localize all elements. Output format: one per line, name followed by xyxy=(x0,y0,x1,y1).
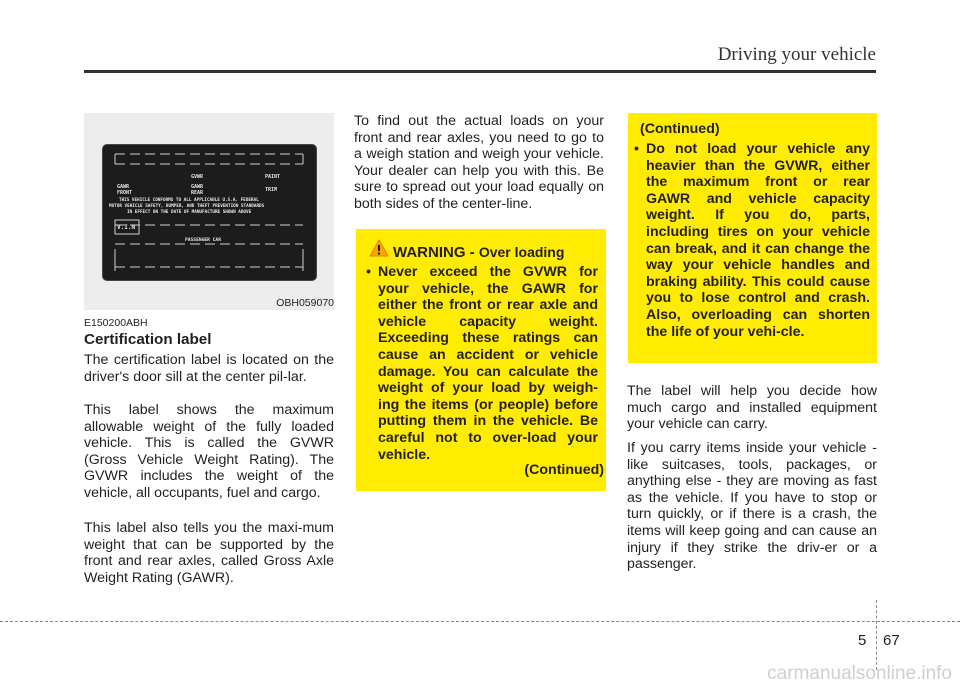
paragraph-weigh-station: To find out the actual loads on your front and rear axles, you need to go to a weigh station and weigh your vehicle. Your dealer can help you with this. Be sure to spread out your load equally on both sides of the center-line. xyxy=(354,113,604,212)
certification-label-image xyxy=(103,145,316,280)
section-code: E150200ABH xyxy=(84,317,148,329)
plate-passenger-car: PASSENGER CAR xyxy=(185,238,221,243)
bullet-dot-icon: • xyxy=(634,141,639,157)
label-plate-graphic xyxy=(103,145,316,280)
plate-conform-1: THIS VEHICLE CONFORMS TO ALL APPLICABLE U.S.A. FEDERAL xyxy=(119,198,259,203)
paragraph-label-help: The label will help you decide how much cargo and installed equipment your vehicle can carry. xyxy=(627,383,877,433)
svg-text:GAWR: GAWR xyxy=(191,184,204,190)
plate-vin: V.I.N xyxy=(117,224,136,231)
warning-bullet-text: Never exceed the GVWR for your vehicle, the GAWR for either the front or rear axle and vehicle capacity weight. Exceeding these ratings can cause an accident or vehicle damage. You can calculate the weight of your load by weigh-ing the items (or people) before putting them in the vehicle. Be careful not to over-load your vehicle. xyxy=(378,264,598,463)
warning-sublabel: Over loading xyxy=(478,244,565,260)
footer-rule xyxy=(0,621,960,622)
plate-gawr-front-label: GAWR xyxy=(117,184,130,190)
continued-heading: (Continued) xyxy=(640,121,720,137)
paragraph-gvwr: This label shows the maximum allowable weight of the fully loaded vehicle. This is called the GVWR (Gross Vehicle Weight Rating). The GVWR includes the weight of the vehicle, all occupants, fuel and cargo. xyxy=(84,402,334,501)
warning-bullet xyxy=(366,264,598,463)
svg-text:FRONT: FRONT xyxy=(117,190,133,196)
header-rule xyxy=(84,70,876,73)
warning-continued: (Continued) xyxy=(524,462,604,478)
warning-icon xyxy=(369,239,389,257)
figure-caption: OBH059070 xyxy=(276,297,334,309)
continued-bullet-text: Do not load your vehicle any heavier than the GVWR, either the maximum front or rear GAWR and vehicle capacity weight. If you do, parts, including tires on your vehicle can break, and it can change the way your vehicle handles and braking ability. This could cause you to lose control and crash. Also, overloading can shorten the life of your vehi-cle. xyxy=(646,141,870,340)
svg-text:REAR: REAR xyxy=(191,190,204,196)
plate-conform-3: IN EFFECT ON THE DATE OF MANUFACTURE SHOWN ABOVE xyxy=(127,210,252,215)
footer-divider xyxy=(876,600,877,670)
plate-gvwr: GVWR xyxy=(191,174,204,180)
plate-conform-2: MOTOR VEHICLE SAFETY, BUMPER, AND THEFT PREVENTION STANDARDS xyxy=(109,204,265,209)
chapter-number: 5 xyxy=(858,632,867,649)
warning-label: WARNING - xyxy=(393,244,479,261)
paragraph-location: The certification label is located on the driver's door sill at the center pil-lar. xyxy=(84,352,334,385)
section-title: Driving your vehicle xyxy=(717,44,876,65)
continued-bullet xyxy=(634,141,870,340)
plate-paint: PAINT xyxy=(265,174,281,180)
bullet-dot-icon: • xyxy=(366,264,371,280)
certification-label-heading: Certification label xyxy=(84,331,212,348)
paragraph-items-moving: If you carry items inside your vehicle - like suitcases, tools, packages, or anything else - they are moving as fast as the vehicle. If you have to stop or turn quickly, or if there is a crash, the items will keep going and can cause an injury if they strike the driv-er or a passenger. xyxy=(627,440,877,573)
plate-trim: TRIM xyxy=(265,187,278,193)
page-number: 67 xyxy=(883,632,900,649)
paragraph-gawr: This label also tells you the maxi-mum weight that can be supported by the front and rear axles, called Gross Axle Weight Rating (GAWR). xyxy=(84,520,334,586)
warning-heading xyxy=(393,244,564,261)
watermark: carmanualsonline.info xyxy=(767,663,952,684)
